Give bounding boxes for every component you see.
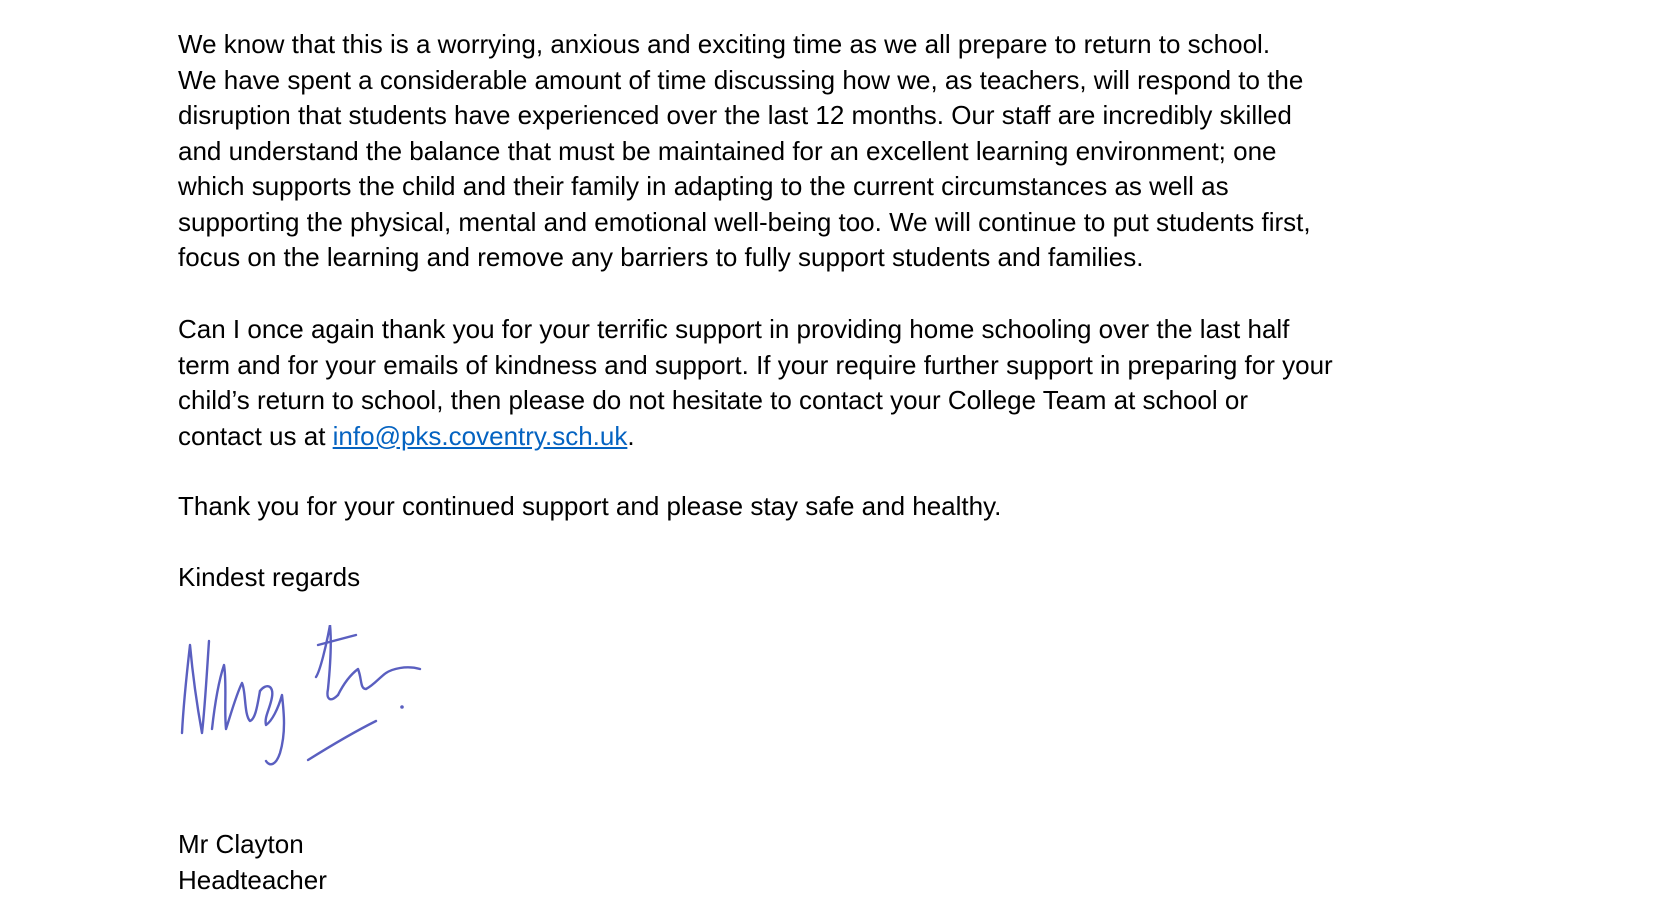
- handwritten-signature: [180, 625, 460, 785]
- paragraph-line: We have spent a considerable amount of time discussing how we, as teachers, will respond to the: [178, 64, 1304, 95]
- paragraph-line: disruption that students have experienced over the last 12 months. Our staff are incredibly skilled: [178, 100, 1292, 130]
- closing-text: Kindest regards: [178, 562, 361, 592]
- paragraph-line: supporting the physical, mental and emotional well-being too. We will continue to put students first,: [178, 206, 1311, 237]
- paragraph-line: child’s return to school, then please do not hesitate to contact your College Team at school or: [178, 385, 1249, 415]
- contact-line: [178, 419, 1598, 455]
- paragraph-line: and understand the balance that must be maintained for an excellent learning environment; one: [178, 135, 1277, 166]
- paragraph-line: Thank you for your continued support and please stay safe and healthy.: [178, 491, 1002, 521]
- signer-title: Headteacher: [178, 864, 327, 895]
- paragraph-line: which supports the child and their family in adapting to the current circumstances as well as: [178, 171, 1229, 201]
- email-link[interactable]: info@pks.coventry.sch.uk: [332, 420, 628, 451]
- paragraph-line: term and for your emails of kindness and support. If your require further support in preparing for your: [178, 349, 1333, 380]
- contact-prefix: contact us at: [178, 420, 333, 451]
- paragraph-line: Can I once again thank you for your terrific support in providing home schooling over the last half: [178, 314, 1290, 344]
- signer-block: [178, 827, 1598, 898]
- closing-salutation: [178, 560, 1598, 596]
- paragraph-line: focus on the learning and remove any barriers to fully support students and families.: [178, 242, 1144, 272]
- paragraph-thank-you-support: [178, 312, 1598, 454]
- signer-name: Mr Clayton: [178, 829, 304, 859]
- paragraph-return-to-school: [178, 27, 1598, 276]
- paragraph-line: We know that this is a worrying, anxious and exciting time as we all prepare to return to school.: [178, 29, 1271, 59]
- contact-suffix: .: [627, 420, 635, 451]
- paragraph-stay-safe: [178, 489, 1598, 525]
